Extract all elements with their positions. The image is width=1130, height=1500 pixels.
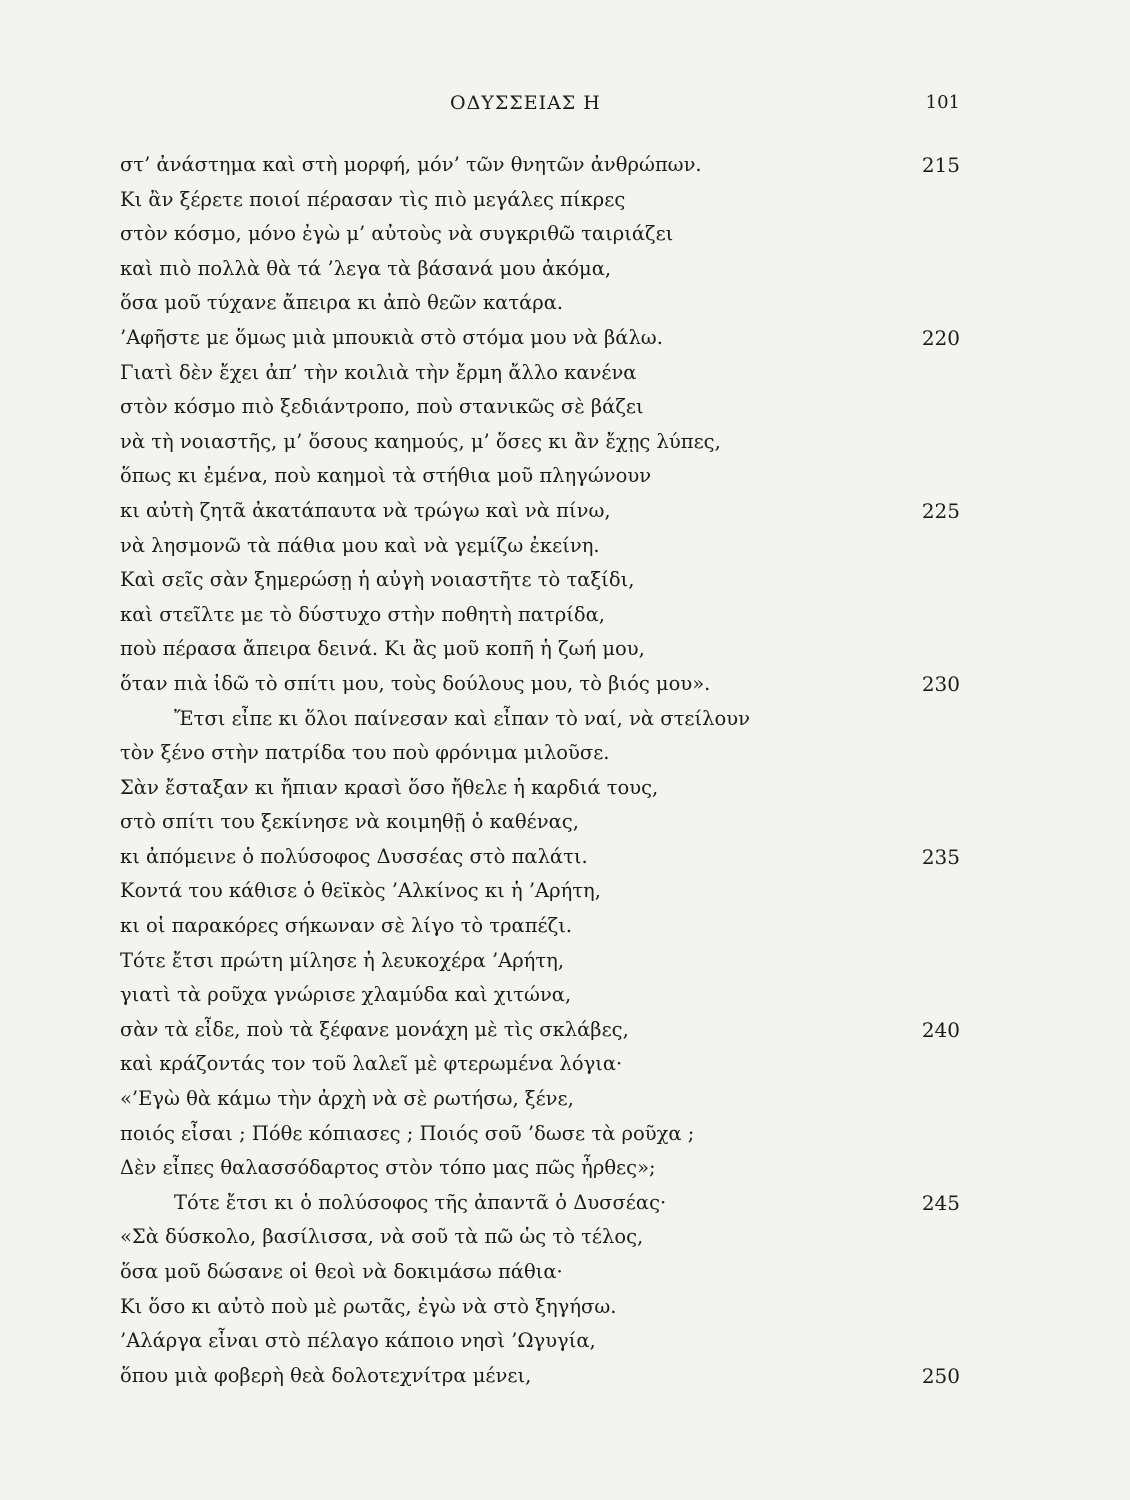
verse-line — [120, 356, 960, 391]
verse-line — [120, 978, 960, 1013]
page-header — [120, 92, 960, 122]
verse-text: Δὲν εἶπες θαλασσόδαρτος στὸν τόπο μας πῶς ἦρθες»; — [120, 1156, 656, 1180]
verse-line — [120, 1290, 960, 1325]
line-number: 230 — [921, 671, 960, 696]
verse-text: στὸν κόσμο πιὸ ξεδιάντροπο, ποὺ στανικῶς σὲ βάζει — [120, 395, 644, 419]
verse-text: στ’ ἀνάστημα καὶ στὴ μορφή, μόν’ τῶν θνητῶν ἀνθρώπων. — [120, 153, 702, 176]
verse-line — [120, 771, 960, 806]
verse-line — [120, 425, 960, 460]
verse-line — [120, 1151, 960, 1186]
verse-text: κι αὐτὴ ζητᾶ ἀκατάπαυτα νὰ τρώγω καὶ νὰ πίνω, — [120, 498, 611, 522]
verse-line — [120, 909, 960, 944]
verse-text: «’Εγὼ θὰ κάμω τὴν ἀρχὴ νὰ σὲ ρωτήσω, ξένε, — [120, 1087, 574, 1111]
verse-line — [120, 459, 960, 494]
verse-text: ὅπως κι ἐμένα, ποὺ καημοὶ τὰ στήθια μοῦ πληγώνουν — [120, 464, 652, 488]
verse-text: ’Αφῆστε με ὅμως μιὰ μπουκιὰ στὸ στόμα μου νὰ βάλω. — [120, 325, 663, 349]
verse-text: κι οἱ παρακόρες σήκωναν σὲ λίγο τὸ τραπέζι. — [120, 914, 573, 938]
verse-line — [120, 1047, 960, 1082]
page-number: 101 — [925, 92, 960, 113]
verse-text: Κοντά του κάθισε ὁ θεϊκὸς ’Αλκίνος κι ἡ ’Αρήτη, — [120, 879, 601, 903]
verse-line — [120, 702, 960, 737]
verse-line — [120, 286, 960, 321]
verse-line — [120, 252, 960, 287]
verse-text: Τότε ἔτσι πρώτη μίλησε ἡ λευκοχέρα ’Αρήτη, — [120, 948, 565, 972]
verse-text: ὅπου μιὰ φοβερὴ θεὰ δολοτεχνίτρα μένει, — [120, 1363, 532, 1387]
running-title: ΟΔΥΣΣΕΙΑΣ Η — [450, 92, 601, 114]
line-number: 220 — [921, 325, 960, 350]
verse-text: Κι ἂν ξέρετε ποιοί πέρασαν τὶς πιὸ μεγάλες πίκρες — [120, 187, 626, 211]
verse-text: Καὶ σεῖς σὰν ξημερώσῃ ἡ αὐγὴ νοιαστῆτε τὸ ταξίδι, — [120, 568, 635, 592]
verse-text: στὸν κόσμο, μόνο ἐγὼ μ’ αὐτοὺς νὰ συγκριθῶ ταιριάζει — [120, 222, 674, 246]
verse-line — [120, 321, 960, 356]
verse-text: ποὺ πέρασα ἄπειρα δεινά. Κι ἂς μοῦ κοπῆ ἡ ζωή μου, — [120, 637, 645, 661]
verse-text: Σὰν ἔσταξαν κι ἤπιαν κρασὶ ὅσο ἤθελε ἡ καρδιά τους, — [120, 775, 659, 799]
verse-line — [120, 874, 960, 909]
verse-line — [120, 736, 960, 771]
verse-line — [120, 494, 960, 529]
verse-text: Τότε ἔτσι κι ὁ πολύσοφος τῆς ἀπαντᾶ ὁ Δυσσέας· — [174, 1190, 667, 1214]
verse-text: καὶ στεῖλτε με τὸ δύστυχο στὴν ποθητὴ πατρίδα, — [120, 602, 605, 626]
verse-text: «Σὰ δύσκολο, βασίλισσα, νὰ σοῦ τὰ πῶ ὡς τὸ τέλος, — [120, 1225, 644, 1249]
verse-line — [120, 563, 960, 598]
verse-line — [120, 183, 960, 218]
verse-text: τὸν ξένο στὴν πατρίδα του ποὺ φρόνιμα μιλοῦσε. — [120, 741, 610, 765]
verse-line — [120, 805, 960, 840]
verse-line — [120, 1117, 960, 1152]
verse-text: Γιατὶ δὲν ἔχει ἀπ’ τὴν κοιλιὰ τὴν ἔρμη ἄλλο κανένα — [120, 360, 637, 384]
verse-line — [120, 667, 960, 702]
verse-text: νὰ τὴ νοιαστῆς, μ’ ὅσους καημούς, μ’ ὅσες κι ἂν ἔχῃς λύπες, — [120, 429, 721, 453]
verse-text: ’Αλάργα εἶναι στὸ πέλαγο κάποιο νησὶ ’Ωγυγία, — [120, 1329, 596, 1353]
verse-text: ὅταν πιὰ ἰδῶ τὸ σπίτι μου, τοὺς δούλους μου, τὸ βιός μου». — [120, 671, 711, 695]
verse-line — [120, 1359, 960, 1394]
line-number: 240 — [921, 1017, 960, 1042]
line-number: 245 — [921, 1190, 960, 1215]
verse-line — [120, 1082, 960, 1117]
verse-block — [120, 148, 960, 1393]
verse-line — [120, 217, 960, 252]
verse-text: στὸ σπίτι του ξεκίνησε νὰ κοιμηθῇ ὁ καθένας, — [120, 810, 579, 834]
verse-line — [120, 1013, 960, 1048]
line-number: 250 — [921, 1363, 960, 1388]
verse-text: ποιός εἶσαι ; Πόθε κόπιασες ; Ποιός σοῦ ’δωσε τὰ ροῦχα ; — [120, 1121, 695, 1145]
verse-line — [120, 598, 960, 633]
verse-line — [120, 944, 960, 979]
verse-text: Ἔτσι εἶπε κι ὅλοι παίνεσαν καὶ εἶπαν τὸ ναί, νὰ στείλουν — [174, 706, 750, 730]
verse-line — [120, 1220, 960, 1255]
line-number: 215 — [921, 153, 960, 177]
verse-line — [120, 1324, 960, 1359]
verse-text: νὰ λησμονῶ τὰ πάθια μου καὶ νὰ γεμίζω ἐκείνη. — [120, 533, 600, 557]
verse-text: Κι ὅσο κι αὐτὸ ποὺ μὲ ρωτᾶς, ἐγὼ νὰ στὸ ξηγήσω. — [120, 1294, 617, 1318]
verse-line — [120, 529, 960, 564]
verse-text: ὅσα μοῦ τύχανε ἄπειρα κι ἀπὸ θεῶν κατάρα. — [120, 291, 564, 315]
line-number: 235 — [921, 844, 960, 869]
verse-text: καὶ κράζοντάς τον τοῦ λαλεῖ μὲ φτερωμένα λόγια· — [120, 1052, 623, 1076]
verse-line — [120, 390, 960, 425]
verse-line — [120, 632, 960, 667]
verse-text: κι ἀπόμεινε ὁ πολύσοφος Δυσσέας στὸ παλάτι. — [120, 844, 588, 868]
verse-line — [120, 840, 960, 875]
verse-text: γιατὶ τὰ ροῦχα γνώρισε χλαμύδα καὶ χιτώνα, — [120, 983, 572, 1007]
verse-line — [120, 148, 960, 183]
verse-text: σὰν τὰ εἶδε, ποὺ τὰ ξέφανε μονάχη μὲ τὶς σκλάβες, — [120, 1017, 629, 1041]
verse-line — [120, 1186, 960, 1221]
verse-line — [120, 1255, 960, 1290]
line-number: 225 — [921, 498, 960, 523]
verse-text: ὅσα μοῦ δώσανε οἱ θεοὶ νὰ δοκιμάσω πάθια· — [120, 1260, 563, 1283]
verse-text: καὶ πιὸ πολλὰ θὰ τά ’λεγα τὰ βάσανά μου ἀκόμα, — [120, 256, 612, 280]
